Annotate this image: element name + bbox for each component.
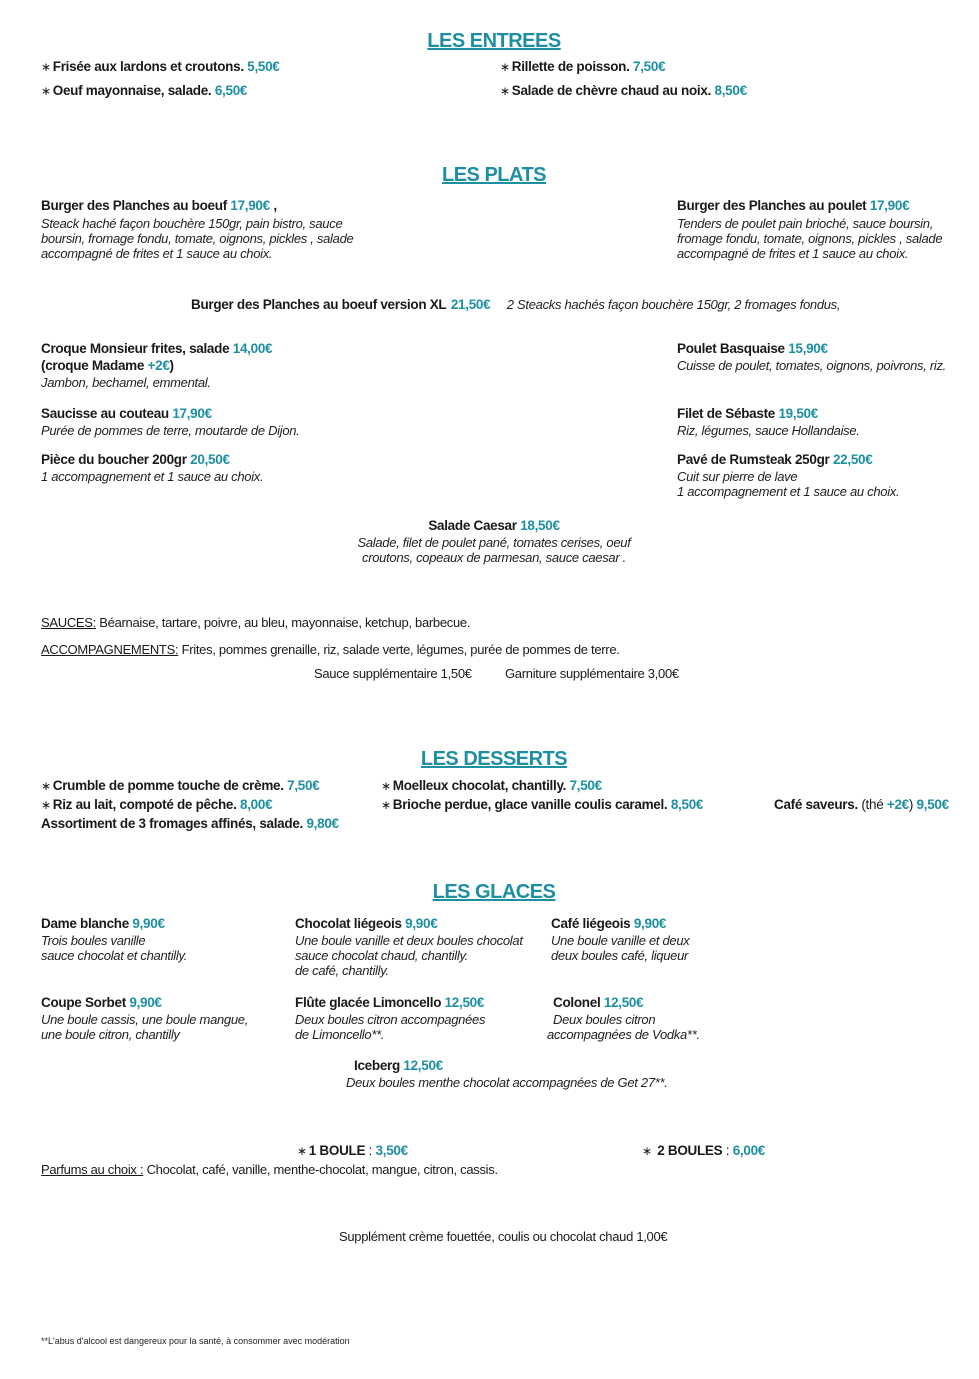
item-price: +2€ xyxy=(147,358,170,373)
item-name: Chocolat liégeois xyxy=(295,916,402,931)
menu-item-dessert xyxy=(41,778,319,793)
item-price: 18,50€ xyxy=(520,518,560,533)
item-desc: 1 accompagnement et 1 sauce au choix. xyxy=(677,484,900,499)
item-price: 5,50€ xyxy=(247,59,280,74)
item-desc: Cuit sur pierre de lave xyxy=(677,469,798,484)
item-name: 1 BOULE xyxy=(308,1143,366,1158)
item-desc: Deux boules citron xyxy=(553,1012,656,1027)
item-variant: (thé xyxy=(861,797,884,812)
item-desc: Salade, filet de poulet pané, tomates cerises, oeuf xyxy=(357,535,631,550)
menu-item-iceberg xyxy=(346,1058,668,1090)
item-price: 9,90€ xyxy=(405,916,438,931)
item-desc: Cuisse de poulet, tomates, oignons, poivrons, riz. xyxy=(677,358,946,373)
item-desc: deux boules café, liqueur xyxy=(551,948,689,963)
item-desc: Deux boules menthe chocolat accompagnées de Get 27**. xyxy=(346,1075,668,1090)
item-name: Riz au lait, compoté de pêche. xyxy=(52,797,237,812)
item-variant-close: ) xyxy=(169,358,174,373)
menu-item-rumsteak xyxy=(677,452,899,499)
item-price: 20,50€ xyxy=(190,452,230,467)
item-price: 7,50€ xyxy=(287,778,320,793)
parfums-line xyxy=(41,1162,498,1177)
item-desc: Une boule vanille et deux xyxy=(551,933,690,948)
parfums-text: Chocolat, café, vanille, menthe-chocolat, mangue, citron, cassis. xyxy=(146,1162,498,1177)
menu-item-dessert xyxy=(41,816,339,831)
item-price: 12,50€ xyxy=(603,995,644,1010)
item-name: Colonel xyxy=(553,995,601,1010)
sauces-text: Béarnaise, tartare, poivre, au bleu, mayonnaise, ketchup, barbecue. xyxy=(99,615,471,630)
item-desc: accompagné de frites et 1 sauce au choix. xyxy=(677,246,909,261)
item-price: 8,50€ xyxy=(670,797,704,812)
item-price: 19,50€ xyxy=(778,406,818,421)
item-name: Brioche perdue, glace vanille coulis caramel. xyxy=(392,797,668,812)
section-title-entrees: LES ENTREES xyxy=(427,30,561,52)
item-name: Crumble de pomme touche de crème. xyxy=(52,778,284,793)
item-name: Poulet Basquaise xyxy=(677,341,785,356)
item-desc: sauce chocolat et chantilly. xyxy=(41,948,188,963)
item-desc: Trois boules vanille xyxy=(41,933,146,948)
item-price: 9,90€ xyxy=(129,995,162,1010)
item-price: 8,50€ xyxy=(714,83,747,98)
item-price: 7,50€ xyxy=(633,59,666,74)
menu-item-dessert xyxy=(381,778,602,793)
item-name: Iceberg xyxy=(354,1058,400,1073)
menu-item-saucisse xyxy=(41,406,300,438)
item-name: Frisée aux lardons et croutons. xyxy=(52,59,244,74)
item-desc: Steack haché façon bouchère 150gr, pain bistro, sauce xyxy=(41,216,343,231)
item-desc: Une boule vanille et deux boules chocolat xyxy=(295,933,523,948)
menu-item-salade-caesar xyxy=(357,518,630,565)
item-desc: Riz, légumes, sauce Hollandaise. xyxy=(677,423,860,438)
item-desc: de Limoncello**. xyxy=(295,1027,385,1042)
section-title-plats: LES PLATS xyxy=(441,164,547,186)
menu-item-burger-xl xyxy=(191,296,840,314)
extra-sauce: Sauce supplémentaire 1,50€ xyxy=(314,666,472,681)
item-price: 9,50€ xyxy=(916,797,949,812)
item-name: Rillette de poisson. xyxy=(511,59,630,74)
item-price: 15,90€ xyxy=(788,341,828,356)
star-bullet: ∗ xyxy=(41,798,51,812)
item-suffix: , xyxy=(273,198,277,213)
item-name: Salade de chèvre chaud au noix. xyxy=(511,83,712,98)
menu-item-piece-boucher xyxy=(41,452,263,484)
item-price: 7,50€ xyxy=(569,778,602,793)
item-price: 21,50€ xyxy=(450,297,491,312)
item-price: 17,90€ xyxy=(869,198,910,213)
item-price: 9,80€ xyxy=(306,816,339,831)
item-desc: Jambon, bechamel, emmental. xyxy=(41,375,211,390)
item-price: 12,50€ xyxy=(403,1058,443,1073)
item-name: Filet de Sébaste xyxy=(677,406,775,421)
item-desc: une boule citron, chantilly xyxy=(41,1027,180,1042)
star-bullet: ∗ xyxy=(41,60,51,74)
item-name: 2 BOULES xyxy=(657,1143,723,1158)
item-name: Flûte glacée Limoncello xyxy=(295,995,442,1010)
item-desc: boursin, fromage fondu, tomate, oignons, pickles , salade xyxy=(41,231,354,246)
menu-item-entree xyxy=(500,83,747,98)
item-name: Pièce du boucher 200gr xyxy=(41,452,187,467)
menu-item-dessert xyxy=(41,797,272,812)
item-desc: sauce chocolat chaud, chantilly. xyxy=(295,948,468,963)
item-desc: fromage fondu, tomate, oignons, pickles , salade xyxy=(677,231,943,246)
item-price: 6,00€ xyxy=(732,1143,765,1158)
menu-item-burger-boeuf xyxy=(41,198,353,261)
item-separator: : xyxy=(365,1143,376,1158)
item-name: Moelleux chocolat, chantilly. xyxy=(392,778,567,793)
star-bullet: ∗ xyxy=(297,1144,307,1158)
accompagnements-line xyxy=(41,642,620,657)
item-desc: de café, chantilly. xyxy=(295,963,389,978)
item-price: 6,50€ xyxy=(214,83,248,98)
item-desc: accompagnées de Vodka**. xyxy=(547,1027,700,1042)
item-price: 9,90€ xyxy=(633,916,667,931)
item-name: Burger des Planches au boeuf version XL xyxy=(191,297,447,312)
star-bullet: ∗ xyxy=(41,779,51,793)
item-name: Assortiment de 3 fromages affinés, salade. xyxy=(41,816,303,831)
menu-item-entree xyxy=(500,59,665,74)
item-separator: : xyxy=(722,1143,733,1158)
supplement-line: Supplément crème fouettée, coulis ou chocolat chaud 1,00€ xyxy=(339,1229,668,1244)
item-desc: croutons, copeaux de parmesan, sauce caesar . xyxy=(362,550,626,565)
star-bullet: ∗ xyxy=(381,798,391,812)
item-name: Salade Caesar xyxy=(428,518,517,533)
menu-item-dame-blanche xyxy=(41,916,187,963)
accompagnements-text: Frites, pommes grenaille, riz, salade verte, légumes, purée de pommes de terre. xyxy=(181,642,620,657)
menu-item-cafe-saveurs xyxy=(774,797,949,812)
sauces-line xyxy=(41,615,470,630)
alcohol-footnote: **L'abus d'alcool est dangereux pour la santé, à consommer avec modération xyxy=(41,1336,350,1346)
menu-item-dessert xyxy=(381,797,703,812)
item-name: Oeuf mayonnaise, salade. xyxy=(52,83,212,98)
menu-item-flute-limoncello xyxy=(295,995,485,1042)
item-desc: Purée de pommes de terre, moutarde de Dijon. xyxy=(41,423,300,438)
section-title-glaces: LES GLACES xyxy=(432,881,556,903)
item-name: Pavé de Rumsteak 250gr xyxy=(677,452,830,467)
item-price: 17,90€ xyxy=(172,406,212,421)
item-name: Burger des Planches au boeuf xyxy=(41,198,227,213)
menu-item-burger-poulet xyxy=(677,198,942,261)
star-bullet: ∗ xyxy=(41,84,51,98)
item-price: 17,90€ xyxy=(230,198,270,213)
item-name: Café saveurs. xyxy=(774,797,858,812)
item-name: Café liégeois xyxy=(551,916,631,931)
item-name: Saucisse au couteau xyxy=(41,406,169,421)
star-bullet: ∗ xyxy=(500,60,510,74)
item-name: Croque Monsieur frites, salade xyxy=(41,341,230,356)
menu-item-colonel xyxy=(547,995,700,1042)
accompagnements-label: ACCOMPAGNEMENTS: xyxy=(41,642,179,657)
item-price: +2€ xyxy=(886,797,909,812)
menu-item-entree xyxy=(41,59,280,74)
menu-item-coupe-sorbet xyxy=(41,995,248,1042)
item-desc: Tenders de poulet pain brioché, sauce boursin, xyxy=(677,216,934,231)
item-desc: 2 Steacks hachés façon bouchère 150gr, 2 fromages fondus, xyxy=(506,297,841,312)
star-bullet: ∗ xyxy=(642,1144,652,1158)
extra-garniture: Garniture supplémentaire 3,00€ xyxy=(505,666,679,681)
item-variant: (croque Madame xyxy=(41,358,145,373)
section-title-desserts: LES DESSERTS xyxy=(420,748,568,770)
star-bullet: ∗ xyxy=(381,779,391,793)
item-desc: 1 accompagnement et 1 sauce au choix. xyxy=(41,469,264,484)
price-two-boules xyxy=(642,1143,765,1158)
item-variant-close: ) xyxy=(908,797,914,812)
star-bullet: ∗ xyxy=(500,84,510,98)
item-desc: Deux boules citron accompagnées xyxy=(295,1012,486,1027)
item-price: 22,50€ xyxy=(832,452,873,467)
menu-item-cafe-liegeois xyxy=(551,916,690,963)
menu-item-croque xyxy=(41,341,272,390)
item-name: Burger des Planches au poulet xyxy=(677,198,867,213)
item-price: 14,00€ xyxy=(232,341,273,356)
parfums-label: Parfums au choix : xyxy=(41,1162,144,1177)
item-price: 12,50€ xyxy=(444,995,485,1010)
sauces-label: SAUCES: xyxy=(41,615,96,630)
menu-item-filet-sebaste xyxy=(677,406,860,438)
item-desc: accompagné de frites et 1 sauce au choix. xyxy=(41,246,273,261)
item-name: Coupe Sorbet xyxy=(41,995,126,1010)
menu-item-chocolat-liegeois xyxy=(295,916,523,978)
item-desc: Une boule cassis, une boule mangue, xyxy=(41,1012,249,1027)
item-price: 3,50€ xyxy=(375,1143,408,1158)
menu-item-poulet-basquaise xyxy=(677,341,946,373)
item-price: 8,00€ xyxy=(240,797,273,812)
price-one-boule xyxy=(297,1143,408,1158)
menu-item-entree xyxy=(41,83,247,98)
item-price: 9,90€ xyxy=(132,916,165,931)
item-name: Dame blanche xyxy=(41,916,129,931)
